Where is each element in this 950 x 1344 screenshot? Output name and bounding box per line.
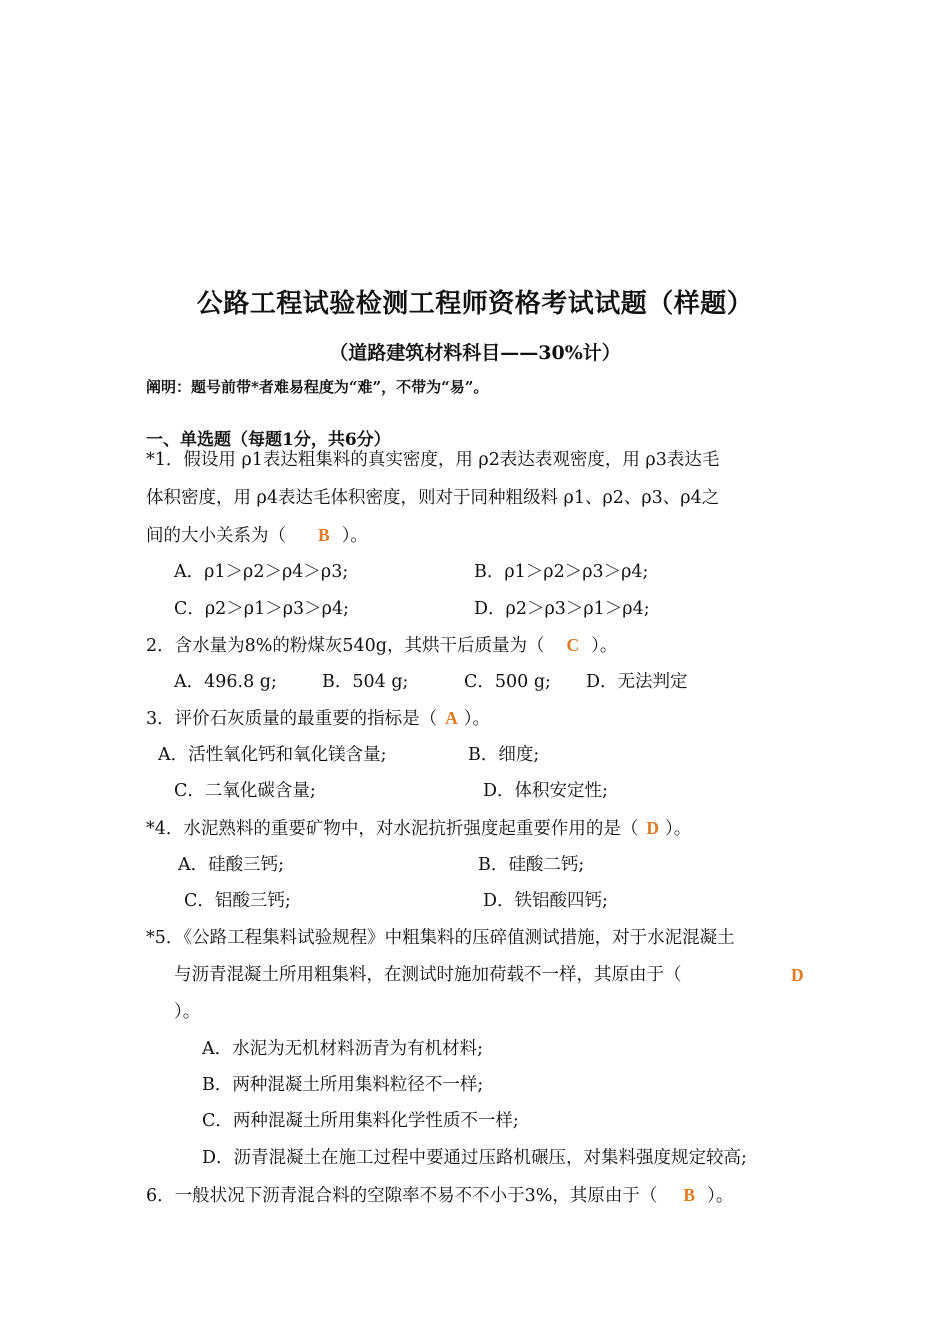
question-1-option-d: D．ρ2＞ρ3＞ρ1＞ρ4;: [474, 599, 650, 619]
question-2-option-b: B．504 g;: [322, 672, 409, 692]
question-4-stem: [146, 820, 691, 839]
question-1-line-2: 体积密度，用 ρ4表达毛体积密度，则对于同种粗级料 ρ1、ρ2、ρ3、ρ4之: [146, 488, 720, 508]
question-6-text: 6．一般状况下沥青混合料的空隙率不易不不小于3%，其原由于（: [146, 1186, 658, 1206]
question-6-close: ）。: [707, 1186, 734, 1206]
question-3-option-b: B．细度;: [468, 745, 540, 765]
question-3-stem: [146, 710, 490, 729]
question-4-option-c: C．铝酸三钙;: [184, 891, 291, 911]
question-5-line-2: 与沥青混凝土所用粗集料，在测试时施加荷载不一样，其原由于（: [174, 965, 682, 985]
question-5-option-d: D．沥青混凝土在施工过程中要通过压路机碾压，对集料强度规定较高;: [202, 1148, 747, 1168]
question-3-option-a: A．活性氧化钙和氧化镁含量;: [158, 745, 387, 765]
question-1-option-b: B．ρ1＞ρ2＞ρ3＞ρ4;: [474, 562, 649, 582]
question-2-close: ）。: [591, 636, 618, 656]
question-5-line-3: ）。: [174, 1002, 201, 1022]
question-1-answer: B: [318, 525, 330, 545]
question-4-close: ）。: [665, 819, 692, 839]
question-5-option-b: B．两种混凝土所用集料粒径不一样;: [202, 1075, 484, 1095]
question-3-close: ）。: [463, 709, 491, 729]
question-4-option-d: D．铁铝酸四钙;: [483, 891, 608, 911]
question-6-stem: [146, 1187, 733, 1206]
question-3-option-d: D．体积安定性;: [483, 781, 608, 801]
question-1-stem-end: 间的大小关系为（: [146, 526, 286, 546]
question-1-line-1: *1．假设用 ρ1表达粗集料的真实密度，用 ρ2表达表观密度，用 ρ3表达毛: [146, 450, 720, 470]
question-2-stem: [146, 637, 617, 656]
question-6-answer: B: [683, 1185, 696, 1205]
section-heading: 一、单选题（每题1分，共6分）: [146, 430, 391, 450]
question-2-option-d: D．无法判定: [586, 672, 688, 692]
question-1-option-a: A．ρ1＞ρ2＞ρ4＞ρ3;: [174, 562, 349, 582]
question-1-stem-close: ）。: [341, 526, 368, 546]
question-2-option-a: A．496.8 g;: [174, 672, 277, 692]
question-4-option-b: B．硅酸二钙;: [478, 855, 585, 875]
question-4-text: *4．水泥熟料的重要矿物中，对水泥抗折强度起重要作用的是（: [146, 819, 639, 839]
question-3-option-c: C．二氧化碳含量;: [174, 781, 316, 801]
question-2-option-c: C．500 g;: [464, 672, 551, 692]
question-3-text: 3．评价石灰质量的最重要的指标是（: [146, 709, 438, 729]
question-2-text: 2．含水量为8%的粉煤灰540g，其烘干后质量为（: [146, 636, 545, 656]
question-5-answer: D: [791, 965, 804, 985]
question-3-answer: A: [445, 708, 458, 728]
difficulty-note: 阐明：题号前带*者难易程度为“难”，不带为“易”。: [146, 378, 489, 396]
page-title: 公路工程试验检测工程师资格考试试题（样题）: [196, 289, 754, 319]
question-1-option-c: C．ρ2＞ρ1＞ρ3＞ρ4;: [174, 599, 349, 619]
question-2-answer: C: [566, 635, 580, 655]
question-4-answer: D: [646, 818, 660, 838]
page-subtitle: （道路建筑材料科目——30%计）: [329, 342, 621, 364]
question-5-option-c: C．两种混凝土所用集料化学性质不一样;: [202, 1111, 519, 1131]
question-1-line-3: [146, 527, 368, 546]
question-5-option-a: A．水泥为无机材料沥青为有机材料;: [202, 1039, 484, 1059]
question-5-line-1: *5．《公路工程集料试验规程》中粗集料的压碎值测试措施，对于水泥混凝土: [146, 928, 735, 948]
question-4-option-a: A．硅酸三钙;: [178, 855, 285, 875]
